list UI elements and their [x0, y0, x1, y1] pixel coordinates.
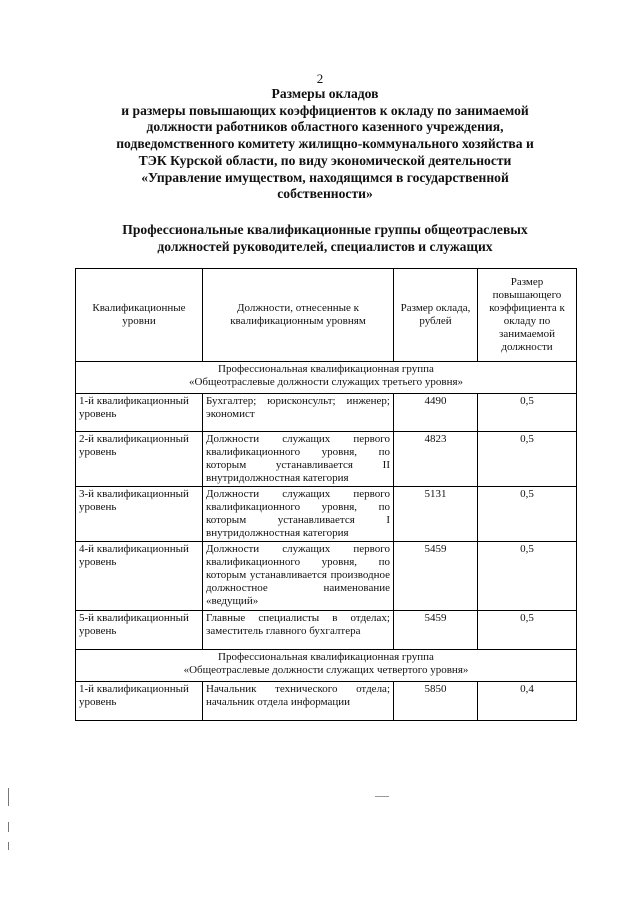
group-title-cell — [76, 362, 577, 394]
scan-mark — [375, 796, 389, 797]
scan-mark — [8, 842, 9, 850]
cell-positions: Начальник технического отдела; начальник отдела информации — [203, 682, 394, 721]
cell-level: 5-й квалификационный уровень — [76, 611, 203, 650]
cell-positions: Должности служащих первого квалификационного уровня, по которым устанавливается II внутридолжностная категория — [203, 432, 394, 487]
page-number: 2 — [316, 71, 324, 86]
cell-positions: Должности служащих первого квалификационного уровня, по которым устанавливается I внутридолжностная категория — [203, 487, 394, 542]
table-row — [76, 682, 577, 721]
group-header-row — [76, 362, 577, 394]
cell-salary: 5850 — [394, 682, 478, 721]
cell-positions: Бухгалтер; юрисконсульт; инженер; экономист — [203, 394, 394, 432]
cell-level: 1-й квалификационный уровень — [76, 682, 203, 721]
cell-salary: 5459 — [394, 611, 478, 650]
title-line: подведомственного комитету жилищно-коммунального хозяйства и — [116, 136, 534, 152]
table-row — [76, 611, 577, 650]
title-line: и размеры повышающих коэффициентов к окладу по занимаемой — [121, 102, 529, 118]
cell-coefficient: 0,5 — [478, 487, 577, 542]
cell-salary: 5131 — [394, 487, 478, 542]
cell-coefficient: 0,5 — [478, 542, 577, 611]
table-row — [76, 394, 577, 432]
group-title: Профессиональная квалификационная группа — [218, 651, 434, 663]
title-line: «Управление имуществом, находящимся в государственной — [141, 169, 509, 185]
salary-table — [75, 268, 577, 721]
group-title-cell — [76, 650, 577, 682]
title-line: собственности» — [277, 186, 373, 202]
cell-coefficient: 0,5 — [478, 394, 577, 432]
table-header-row — [76, 269, 577, 362]
title-line: ТЭК Курской области, по виду экономической деятельности — [138, 152, 512, 168]
section-subtitle — [70, 221, 580, 255]
header-coefficient: Размер повышающего коэффициента к окладу по занимаемой должности — [478, 269, 577, 362]
cell-level: 2-й квалификационный уровень — [76, 432, 203, 487]
group-header-row — [76, 650, 577, 682]
scan-mark — [8, 788, 9, 806]
group-title: Профессиональная квалификационная группа — [218, 363, 434, 375]
title-line: должности работников областного казенного учреждения, — [146, 119, 504, 135]
group-subtitle: «Общеотраслевые должности служащих третьего уровня» — [188, 376, 464, 388]
cell-positions: Главные специалисты в отделах; заместитель главного бухгалтера — [203, 611, 394, 650]
table-row — [76, 542, 577, 611]
scan-mark — [8, 822, 9, 832]
header-level: Квалификационные уровни — [76, 269, 203, 362]
cell-salary: 4823 — [394, 432, 478, 487]
cell-positions: Должности служащих первого квалификационного уровня, по которым устанавливается производное должностное наименование «ведущий» — [203, 542, 394, 611]
cell-coefficient: 0,5 — [478, 611, 577, 650]
subtitle-line: должностей руководителей, специалистов и служащих — [157, 239, 493, 254]
table-row — [76, 432, 577, 487]
header-salary: Размер оклада, рублей — [394, 269, 478, 362]
cell-level: 4-й квалификационный уровень — [76, 542, 203, 611]
table-row — [76, 487, 577, 542]
document-title — [70, 86, 580, 203]
header-positions: Должности, отнесенные к квалификационным уровням — [203, 269, 394, 362]
title-line: Размеры окладов — [271, 86, 379, 101]
cell-salary: 5459 — [394, 542, 478, 611]
cell-coefficient: 0,4 — [478, 682, 577, 721]
cell-level: 1-й квалификационный уровень — [76, 394, 203, 432]
cell-level: 3-й квалификационный уровень — [76, 487, 203, 542]
cell-coefficient: 0,5 — [478, 432, 577, 487]
group-subtitle: «Общеотраслевые должности служащих четвертого уровня» — [183, 664, 469, 676]
cell-salary: 4490 — [394, 394, 478, 432]
subtitle-line: Профессиональные квалификационные группы общеотраслевых — [122, 222, 528, 237]
